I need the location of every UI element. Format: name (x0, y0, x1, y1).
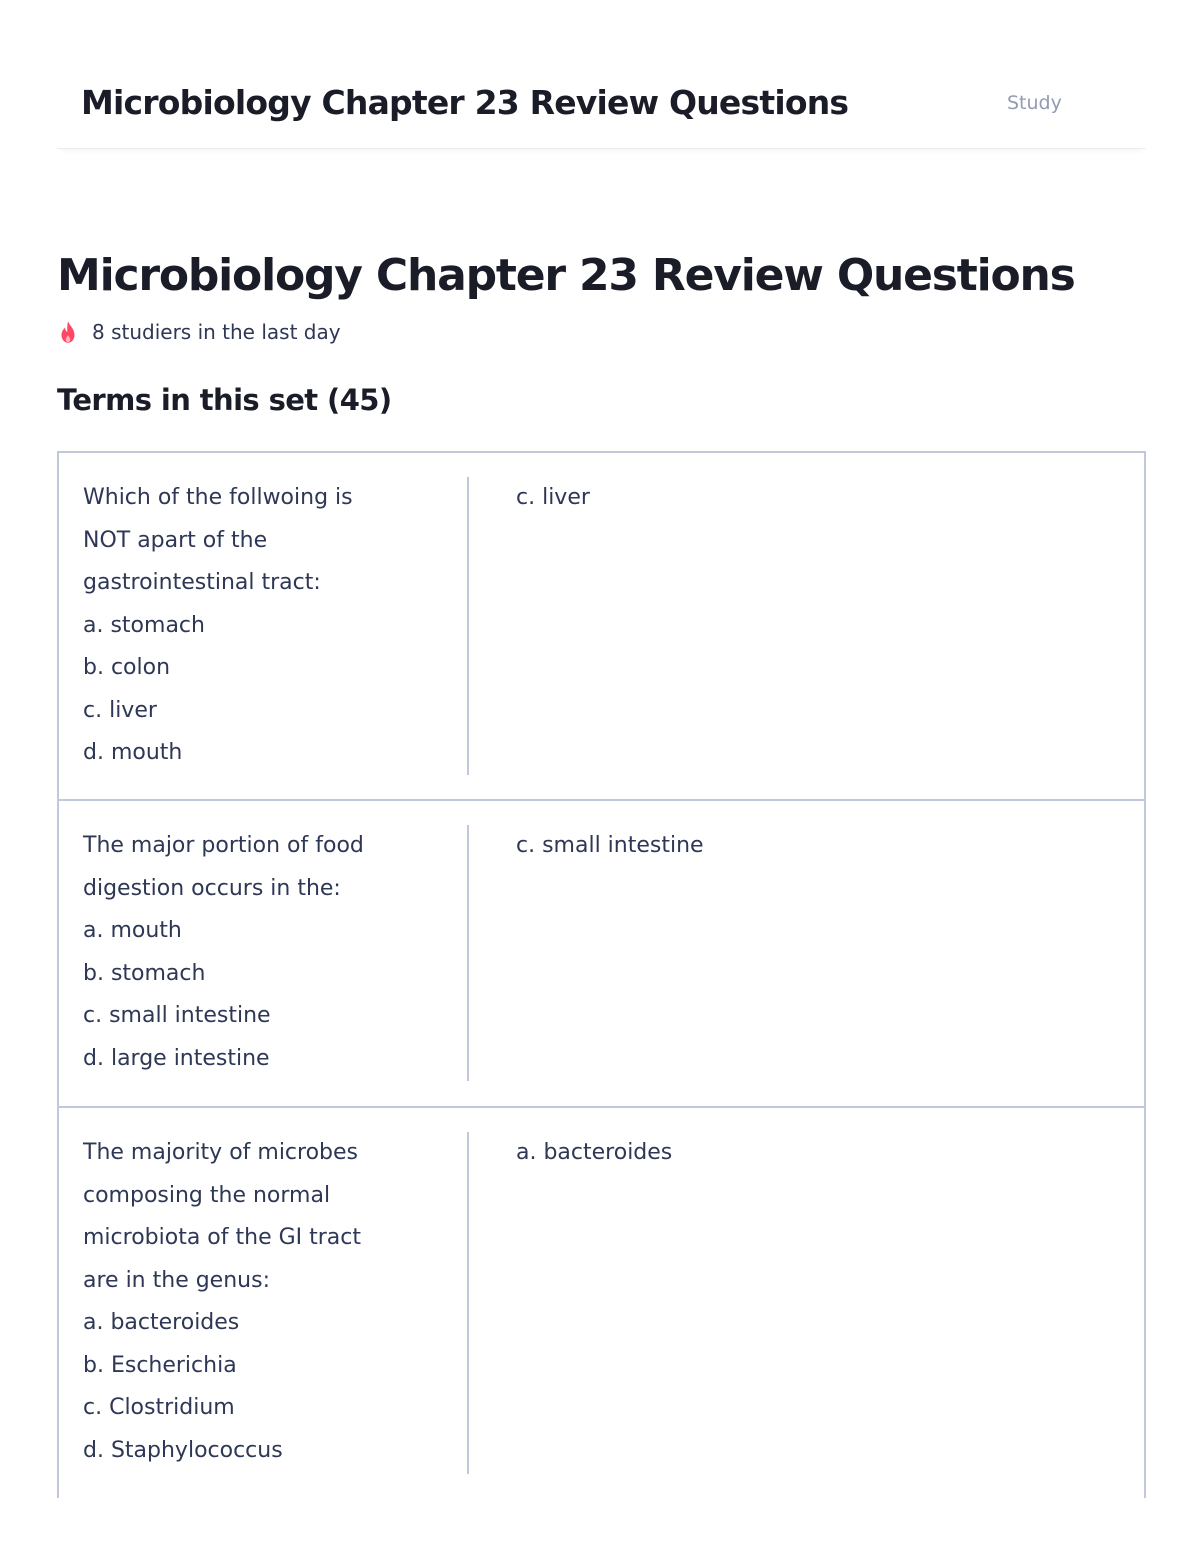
site-header (57, 55, 1146, 149)
term-answer: c. liver (516, 485, 590, 510)
terms-heading: Terms in this set (45) (57, 383, 392, 417)
studiers-count: 8 studiers in the last day (92, 320, 341, 344)
term-card (57, 1108, 1146, 1498)
term-divider (467, 825, 469, 1081)
study-link[interactable]: Study (1007, 92, 1062, 114)
term-card (57, 801, 1146, 1108)
page-title: Microbiology Chapter 23 Review Questions (57, 250, 1075, 301)
term-question: The majority of microbes composing the normal microbiota of the GI tract are in the genus: a. bacteroides b. Escherichia c. Clostridium d. Staphylococcus (83, 1140, 361, 1463)
header-title: Microbiology Chapter 23 Review Questions (81, 83, 849, 122)
terms-list (57, 451, 1146, 1498)
studiers-indicator (57, 318, 341, 346)
term-divider (467, 477, 469, 775)
flame-icon (57, 319, 79, 345)
term-divider (467, 1132, 469, 1474)
term-question: The major portion of food digestion occurs in the: a. mouth b. stomach c. small intestine d. large intestine (83, 833, 364, 1071)
term-answer: c. small intestine (516, 833, 704, 858)
term-card (57, 451, 1146, 801)
term-answer: a. bacteroides (516, 1140, 673, 1165)
term-question: Which of the follwoing is NOT apart of the gastrointestinal tract: a. stomach b. colon c. liver d. mouth (83, 485, 353, 765)
